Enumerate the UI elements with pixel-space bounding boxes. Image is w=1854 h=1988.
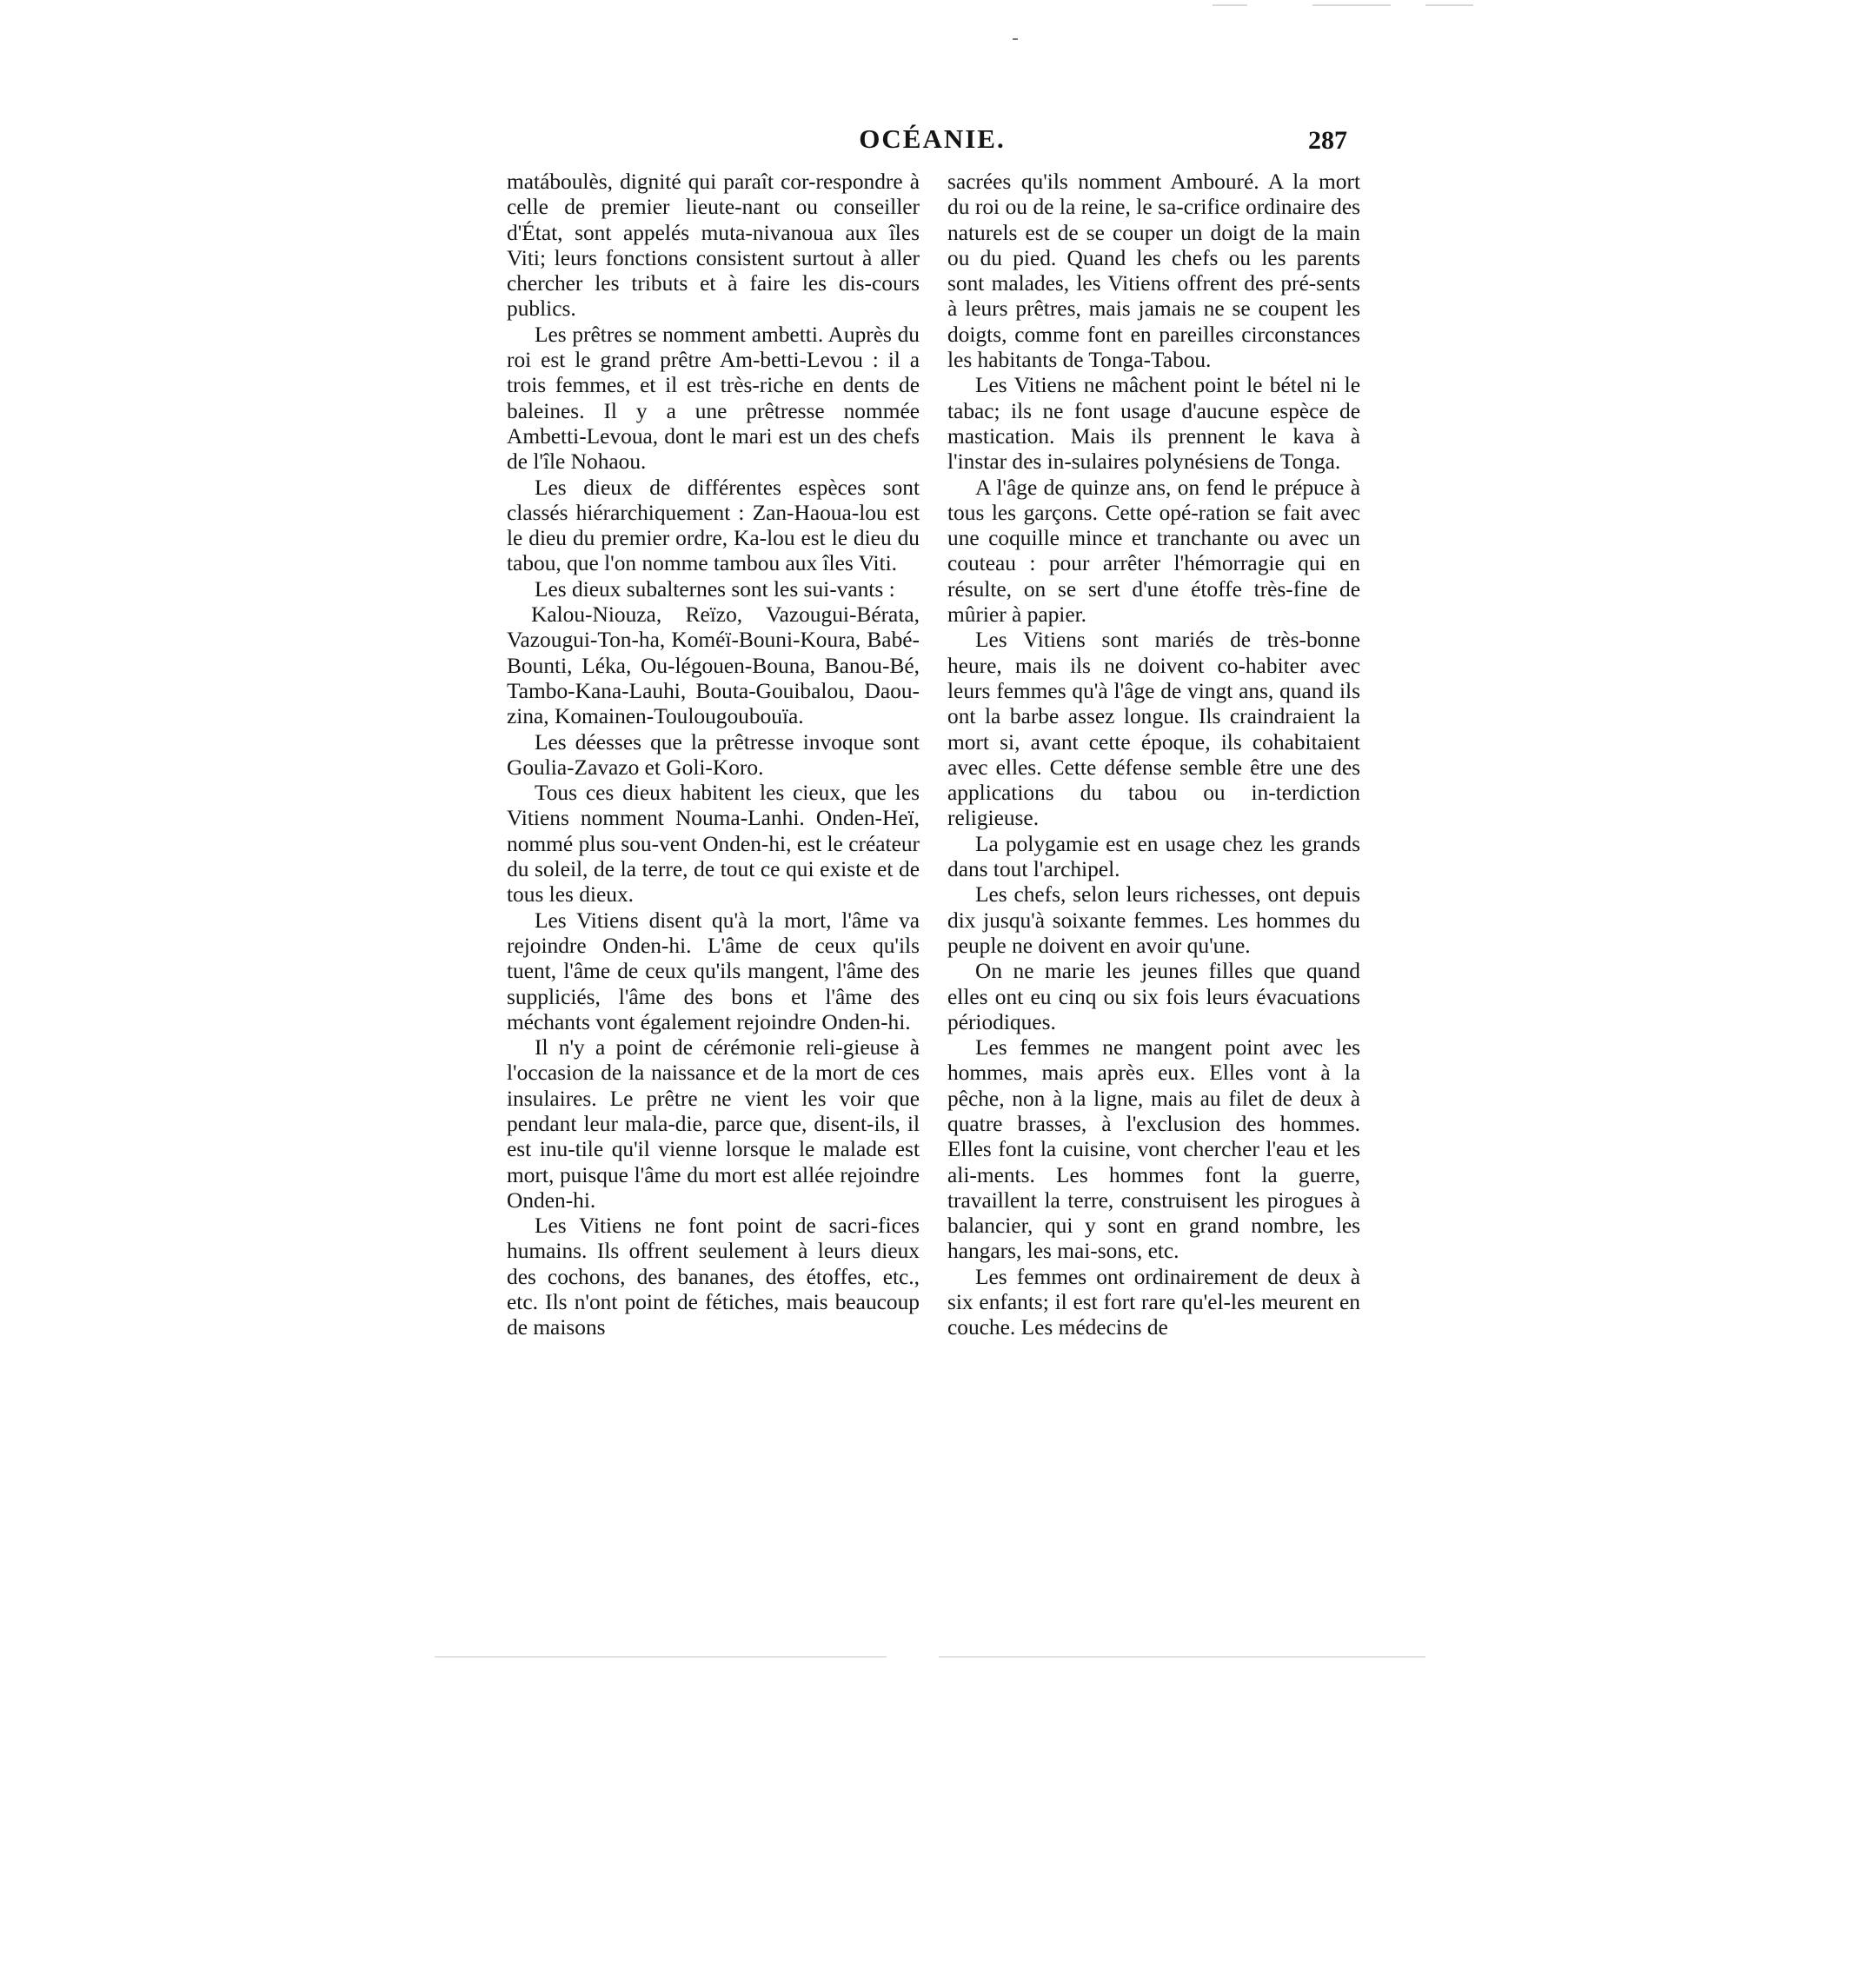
paragraph: Les dieux subalternes sont les sui-vants :	[535, 576, 895, 602]
paragraph: Les Vitiens sont mariés de très-bonne heure, mais ils ne doivent co-habiter avec leurs femmes qu'à l'âge de vingt ans, quand ils ont la barbe assez longue. Ils craindraient la mort si, avant cette époque, ils cohabitaient avec elles. Cette défense semble être une des applications du tabou ou in-terdiction religieuse.	[947, 628, 1360, 831]
paragraph: Les prêtres se nomment ambetti. Auprès du roi est le grand prêtre Am-betti-Levou : il a trois femmes, et il est très-riche en dents de baleines. Il y a une prêtresse nommée Ambetti-Levoua, dont le mari est un des chefs de l'île Nohaou.	[507, 322, 920, 475]
right-column	[947, 170, 1360, 1341]
paragraph: Les femmes ont ordinairement de deux à six enfants; il est fort rare qu'el-les meurent en couche. Les médecins de	[947, 1264, 1360, 1340]
paragraph: Les Vitiens ne font point de sacri-fices humains. Ils offrent seulement à leurs dieux des cochons, des bananes, des étoffes, etc., etc. Ils n'ont point de fétiches, mais beaucoup de maisons	[507, 1213, 920, 1340]
paragraph: Les chefs, selon leurs richesses, ont depuis dix jusqu'à soixante femmes. Les hommes du peuple ne doivent en avoir qu'une.	[947, 882, 1360, 958]
running-title: OCÉANIE.	[859, 123, 1006, 154]
scan-artifact	[1312, 4, 1391, 6]
page-number: 287	[1308, 126, 1347, 155]
paragraph: Il n'y a point de cérémonie reli-gieuse à l'occasion de la naissance et de la mort de ces insulaires. Le prêtre ne vient les voir que pendant leur mala-die, parce que, disent-ils, il est inu-tile qu'il vienne lorsque le malade est mort, puisque l'âme du mort est allée rejoindre Onden-hi.	[507, 1035, 920, 1213]
scan-artifact	[1425, 4, 1473, 6]
scan-artifact	[1013, 38, 1018, 40]
paragraph: Les femmes ne mangent point avec les hommes, mais après eux. Elles vont à la pêche, non à la ligne, mais au filet de deux à quatre brasses, à l'exclusion des hommes. Elles font la cuisine, vont chercher l'eau et les ali-ments. Les hommes font la guerre, travaillent la terre, construisent les pirogues à balancier, qui y sont en grand nombre, les hangars, les mai-sons, etc.	[947, 1035, 1360, 1264]
paragraph: La polygamie est en usage chez les grands dans tout l'archipel.	[947, 831, 1360, 882]
paragraph: Les dieux de différentes espèces sont classés hiérarchiquement : Zan-Haoua-lou est le dieu du premier ordre, Ka-lou est le dieu du tabou, que l'on nomme tambou aux îles Viti.	[507, 475, 920, 576]
paragraph: Tous ces dieux habitent les cieux, que les Vitiens nomment Nouma-Lanhi. Onden-Heï, nommé plus sou-vent Onden-hi, est le créateur du soleil, de la terre, de tout ce qui existe et de tous les dieux.	[507, 781, 920, 908]
scan-artifact	[939, 1656, 1425, 1658]
paragraph: On ne marie les jeunes filles que quand elles ont eu cinq ou six fois leurs évacuations périodiques.	[947, 959, 1360, 1034]
left-column	[507, 170, 920, 1341]
paragraph: A l'âge de quinze ans, on fend le prépuce à tous les garçons. Cette opé-ration se fait avec une coquille mince et tranchante ou avec un couteau : pour arrêter l'hémorragie qui en résulte, on se sert d'une étoffe très-fine de mûrier à papier.	[947, 475, 1360, 628]
scan-artifact	[1213, 4, 1247, 6]
paragraph: Les Vitiens disent qu'à la mort, l'âme va rejoindre Onden-hi. L'âme de ceux qu'ils tuent, l'âme de ceux qu'ils mangent, l'âme des suppliciés, l'âme des bons et l'âme des méchants vont également rejoindre Onden-hi.	[507, 908, 920, 1034]
paragraph: Les déesses que la prêtresse invoque sont Goulia-Zavazo et Goli-Koro.	[507, 729, 920, 780]
running-head	[508, 122, 1356, 165]
paragraph: matáboulès, dignité qui paraît cor-respondre à celle de premier lieute-nant ou conseiller d'État, sont appelés muta-nivanoua aux îles Viti; leurs fonctions consistent surtout à aller chercher les tributs et à faire les dis-cours publics.	[507, 170, 920, 322]
scan-artifact	[435, 1656, 887, 1658]
paragraph: Kalou-Niouza, Reïzo, Vazougui-Bérata, Vazougui-Ton-ha, Koméï-Bouni-Koura, Babé-Bounti, Léka, Ou-légouen-Bouna, Banou-Bé, Tambo-Kana-Lauhi, Bouta-Gouibalou, Daou-zina, Komainen-Toulougoubouïa.	[507, 602, 920, 729]
paragraph: sacrées qu'ils nomment Ambouré. A la mort du roi ou de la reine, le sa-crifice ordinaire des naturels est de se couper un doigt de la main ou du pied. Quand les chefs ou les parents sont malades, les Vitiens offrent des pré-sents à leurs prêtres, mais jamais ne se coupent les doigts, comme font en pareilles circonstances les habitants de Tonga-Tabou.	[947, 170, 1360, 373]
paragraph: Les Vitiens ne mâchent point le bétel ni le tabac; ils ne font usage d'aucune espèce de mastication. Mais ils prennent le kava à l'instar des in-sulaires polynésiens de Tonga.	[947, 373, 1360, 475]
